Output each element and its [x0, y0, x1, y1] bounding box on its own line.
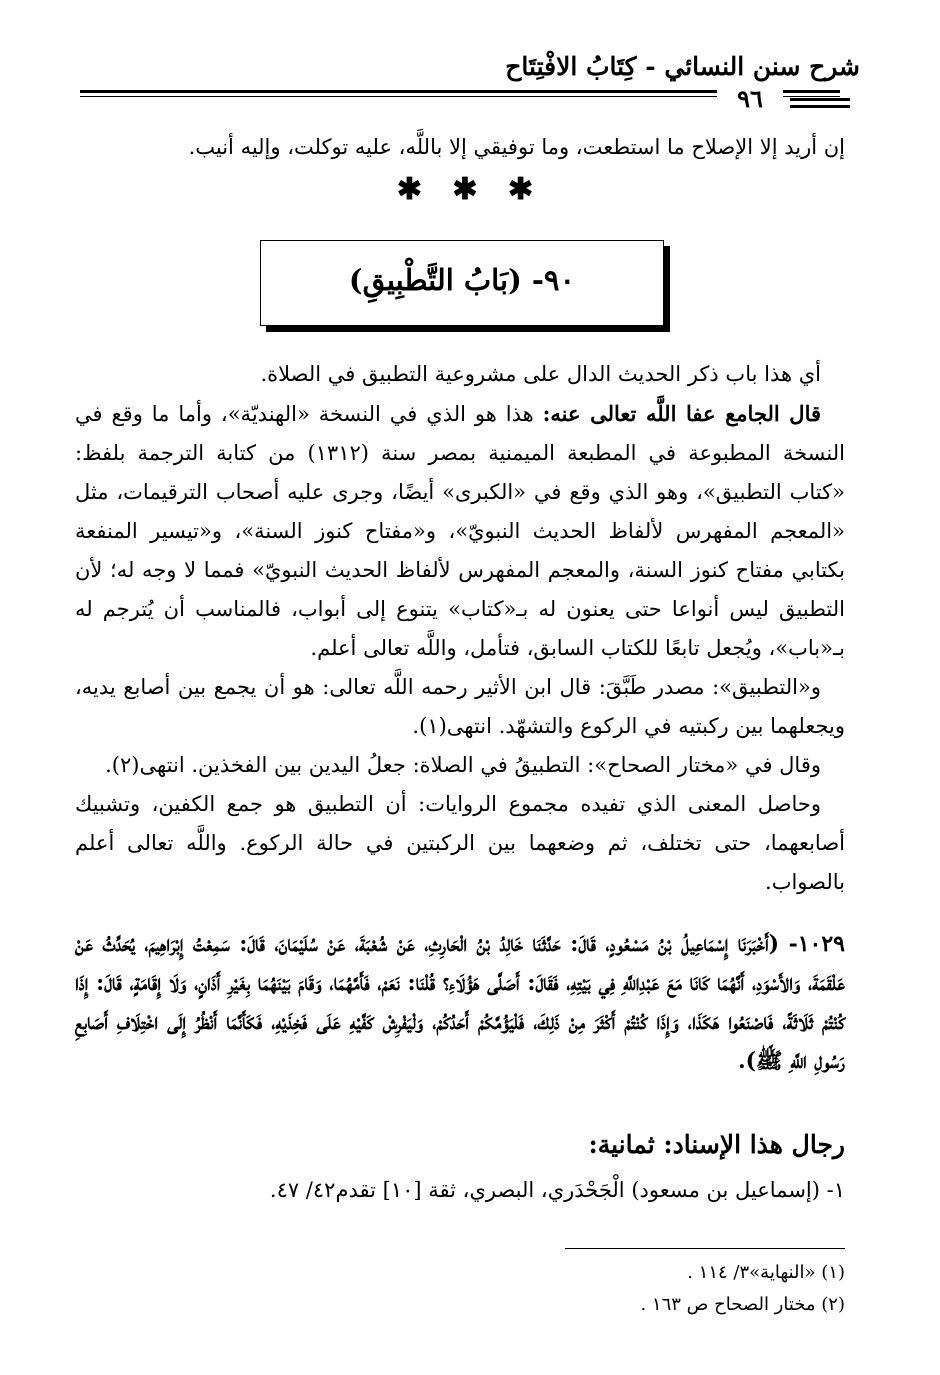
footnote: (١) «النهاية»٣/ ١١٤ . — [687, 1262, 845, 1283]
intro-paragraph — [75, 128, 845, 167]
page-number: ٩٦ — [717, 84, 783, 113]
commentary-paragraph — [75, 394, 845, 668]
chapter-title: ٩٠- (بَابُ التَّطْبِيقِ) — [348, 263, 576, 297]
commentary-paragraph: أي هذا باب ذكر الحديث الدال على مشروعية التطبيق في الصلاة. — [260, 362, 821, 386]
running-header-title: شرح سنن النسائي - كِتَابُ الافْتِتَاح — [505, 52, 860, 81]
narrators-heading: رجال هذا الإسناد: ثمانية: — [588, 1130, 845, 1159]
section-separator: ✱ ✱ ✱ — [396, 172, 544, 207]
author-lead: قال الجامع عفا اللَّه تعالى عنه: — [542, 401, 822, 426]
page-number-ornament — [790, 98, 850, 112]
commentary-body — [75, 355, 845, 902]
intro-line: إن أريد إلا الإصلاح ما استطعت، وما توفيقي إلا باللَّه، عليه توكلت، وإليه أنيب. — [188, 135, 845, 159]
commentary-text: هذا هو الذي في النسخة «الهنديّة»، وأما ما وقع في النسخة المطبوعة في المطبعة الميمنية بمصر سنة (١٣١٢) من كتابة الترجمة بلفظ: «كتاب التطبيق»، وهو الذي وقع في «الكبرى» أيضًا، وجرى عليه أصحاب الترقيمات، مثل «المعجم المفهرس لألفاظ الحديث النبويّ»، و«مفتاح كنوز السنة»، و«تيسير المنفعة بكتابي مفتاح كنوز السنة، والمعجم المفهرس لألفاظ الحديث النبويّ» فمما لا وجه له؛ لأن التطبيق ليس أنواعا حتى يعنون له بـ«كتاب» يتنوع إلى أبواب، فالمناسب أن يُترجم له بـ«باب»، ويُجعل تابعًا للكتاب السابق، فتأمل، واللَّه تعالى أعلم. — [75, 402, 845, 660]
chapter-heading-box — [260, 240, 664, 326]
commentary-paragraph: و«التطبيق»: مصدر طَبَّقَ: قال ابن الأثير رحمه اللَّه تعالى: هو أن يجمع بين أصابع يديه، ويجعلهما بين ركبتيه في الركوع والتشهّد. انتهى(١). — [75, 675, 845, 738]
narrator-entry: ١- (إسماعيل بن مسعود) الْجَحْدَري، البصري، ثقة [١٠] تقدم٤٢/ ٤٧. — [269, 1178, 845, 1202]
footnote-rule — [565, 1248, 845, 1249]
footnote: (٢) مختار الصحاح ص ١٦٣ . — [640, 1294, 845, 1315]
hadith-text: ١٠٢٩- (أَخْبَرَنَا إِسْمَاعِيلُ بْنُ مَسْعُودٍ، قَالَ: حَدَّثَنَا خَالِدُ بْنُ الْحَارِثِ، عَنْ شُعْبَةَ، عَنْ سُلَيْمَانَ، قَالَ: سَمِعْتُ إِبْرَاهِيمَ، يُحَدِّثُ عَنْ عَلْقَمَةَ، وَالأَسْوَدِ، أَنَّهُمَا كَانَا مَعَ عَبْدِاللَّهِ فِي بَيْتِهِ، فَقَالَ: أَصَلَّى هَؤُلَاءِ؟ قُلْنَا: نَعَمْ، فَأَمَّهُمَا، وَقَامَ بَيْنَهُمَا بِغَيْرِ أَذَانٍ، وَلَا إِقَامَةٍ، قَالَ: إِذَا كُنْتُمْ ثَلَاثَةً، فَاصْنَعُوا هَكَذَا، وَإِذَا كُنْتُمْ أَكْثَرَ مِنْ ذَلِكَ، فَلْيَؤُمَّكُمْ أَحَدُكُمْ، وَلْيَفْرِشْ كَفَّيْهِ عَلَى فَخِذَيْهِ، فَكَأَنَّمَا أَنْظُرُ إِلَى اخْتِلَافِ أَصَابِعِ رَسُولِ اللَّهِ ﷺ). — [75, 931, 845, 1074]
commentary-paragraph: وقال في «مختار الصحاح»: التطبيقُ في الصلاة: جعلُ اليدين بين الفخذين. انتهى(٢). — [105, 753, 821, 777]
commentary-paragraph: وحاصل المعنى الذي تفيده مجموع الروايات: أن التطبيق هو جمع الكفين، وتشبيك أصابعهما، حتى تختلف، ثم وضعهما بين الركبتين في حالة الركوع. واللَّه تعالى أعلم بالصواب. — [75, 792, 845, 894]
